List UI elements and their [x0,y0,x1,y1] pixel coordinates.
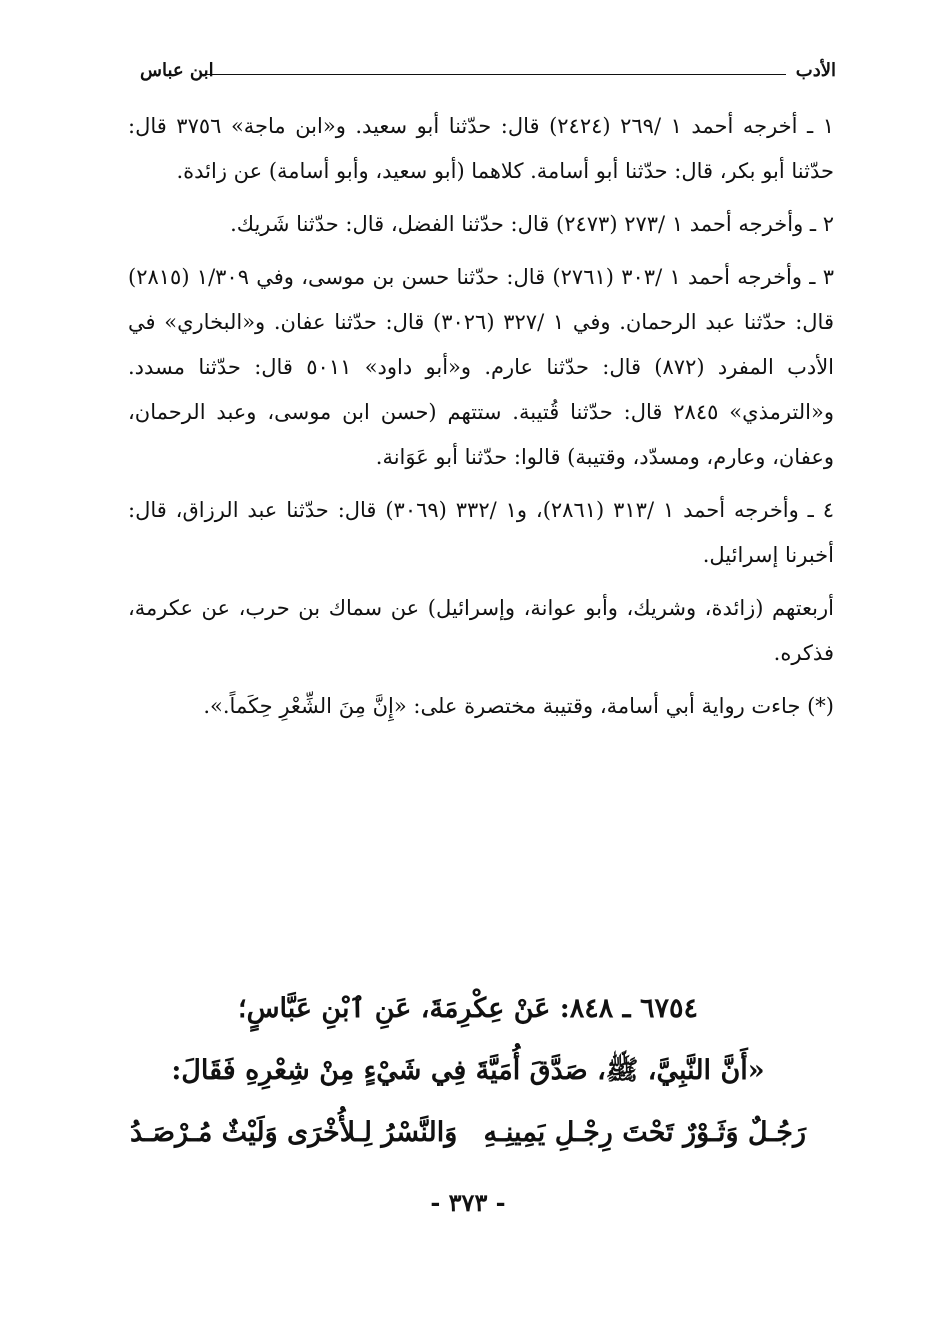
header-section-title: ابن عباس [140,60,214,81]
header-chapter-title: الأدب [795,60,836,81]
page-number: - ٣٧٣ - [430,1188,506,1217]
footnote-3: ٣ ـ وأخرجه أحمد ١ /٣٠٣ (٢٧٦١) قال: حدّثنا حسن بن موسى، وفي ١/٣٠٩ (٢٨١٥) قال: حدّثنا عبد الرحمان. وفي ١ /٣٢٧ (٣٠٢٦) قال: حدّثنا عفان. و«البخاري» في الأدب المفرد (٨٧٢) قال: حدّثنا عارم. و«أبو داود» ٥٠١١ قال: حدّثنا مسدد. و«الترمذي» ٢٨٤٥ قال: حدّثنا قُتيبة. ستتهم (حسن ابن موسى، وعبد الرحمان، وعفان، وعارم، ومسدّد، وقتيبة) قالوا: حدّثنا أبو عَوَانة. [128,265,835,469]
hadith-heading: ٦٧٥٤ ـ ٨٤٨: عَنْ عِكْرِمَةَ، عَنِ ٱبْنِ عَبَّاسٍ؛ [237,993,699,1024]
running-header [140,60,836,90]
footnote-summary: أربعتهم (زائدة، وشريك، وأبو عوانة، وإسرائيل) عن سماك بن حرب، عن عكرمة، فذكره. [128,596,834,665]
hadith-block [130,978,806,1164]
verse-first-hemistich: رَجُـلٌ وَثَـوْرٌ تَحْتَ رِجْـلِ يَمِينِـهِ [483,1117,806,1148]
footnote-4: ٤ ـ وأخرجه أحمد ١ /٣١٣ (٢٨٦١)، و١ /٣٣٢ (٣٠٦٩) قال: حدّثنا عبد الرزاق، قال: أخبرنا إسرائيل. [128,498,834,567]
hadith-text: «أَنَّ النَّبِيَّ، ﷺ، صَدَّقَ أُمَيَّةَ فِي شَيْءٍ مِنْ شِعْرِهِ فَقَالَ: [171,1055,765,1086]
footnotes [128,104,834,737]
footnote-2: ٢ ـ وأخرجه أحمد ١ /٢٧٣ (٢٤٧٣) قال: حدّثنا الفضل، قال: حدّثنا شَريك. [230,212,834,236]
poetry-verse [130,1102,806,1164]
verse-second-hemistich: وَالنَّسْرُ لِـلأُخْرَى وَلَيْثٌ مُـرْصَـدُ [130,1117,458,1148]
footnote-note: (*) جاءت رواية أبي أسامة، وقتيبة مختصرة على: «إِنَّ مِنَ الشِّعْرِ حِكَماً.». [203,694,834,718]
header-rule [200,74,786,75]
footnote-1: ١ ـ أخرجه أحمد ١ /٢٦٩ (٢٤٢٤) قال: حدّثنا أبو سعيد. و«ابن ماجة» ٣٧٥٦ قال: حدّثنا أبو بكر، قال: حدّثنا أبو أسامة. كلاهما (أبو سعيد، وأبو أسامة) عن زائدة. [128,114,834,183]
